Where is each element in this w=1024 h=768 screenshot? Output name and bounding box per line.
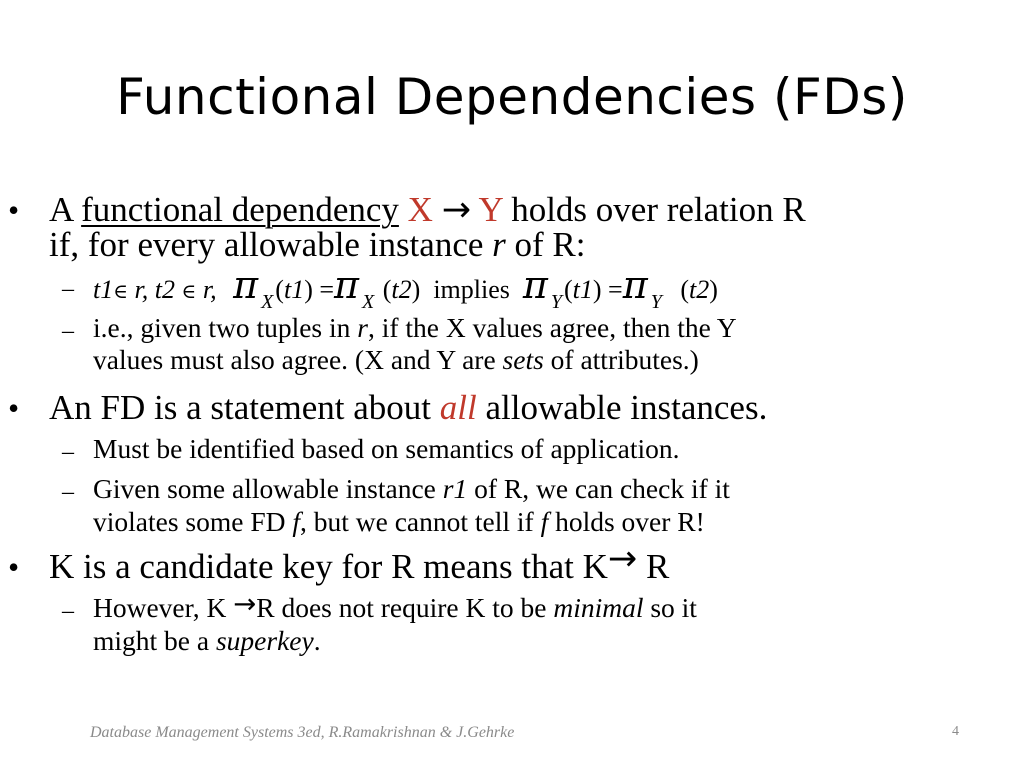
text: Given some allowable instance xyxy=(93,473,443,504)
slide-title: Functional Dependencies (FDs) xyxy=(116,68,908,126)
t1: t1 xyxy=(93,275,114,304)
bullet-1-line-1 xyxy=(49,191,806,229)
instance-r: r xyxy=(357,312,368,343)
text: ( xyxy=(382,275,392,304)
text: ) = xyxy=(304,275,335,304)
text: of attributes.) xyxy=(543,344,699,375)
t2: t2 xyxy=(154,275,176,304)
dash-marker: – xyxy=(62,598,74,624)
pi-icon: π xyxy=(233,263,259,307)
subscript-y: Y xyxy=(550,291,562,313)
bullet-2-sub-2-line-1 xyxy=(93,474,730,504)
text: A xyxy=(49,190,82,229)
emphasis-superkey: superkey xyxy=(215,625,314,656)
text: i.e., given two tuples in xyxy=(93,312,358,343)
t1: t1 xyxy=(572,275,593,304)
footer-citation: Database Management Systems 3ed, R.Ramakrishnan & J.Gehrke xyxy=(90,724,515,741)
bullet-2-line-1 xyxy=(49,389,767,427)
text: R xyxy=(637,547,670,586)
dash-marker: – xyxy=(62,479,74,505)
text: , if the X values agree, then the Y xyxy=(367,312,737,343)
text: . xyxy=(313,625,321,656)
pi-icon: π xyxy=(622,263,648,307)
text: might be a xyxy=(93,625,216,656)
dash-marker: – xyxy=(62,318,74,344)
text: K is a candidate key for R means that K xyxy=(49,547,608,586)
bullet-2-sub-2-line-2 xyxy=(93,507,705,537)
bullet-marker: • xyxy=(8,192,20,228)
subscript-x: X xyxy=(362,291,375,313)
text: , but we cannot tell if xyxy=(300,506,541,537)
subscript-x: X xyxy=(261,291,274,313)
text: r, xyxy=(128,275,155,304)
text: if, for every allowable instance xyxy=(49,225,493,264)
text: ( xyxy=(680,275,689,304)
text: holds over relation R xyxy=(502,190,806,229)
text: An FD is a statement about xyxy=(49,388,440,427)
text: R does not require K to be xyxy=(256,592,554,623)
text: holds over R! xyxy=(548,506,705,537)
bullet-1-line-2 xyxy=(49,226,586,264)
dash-marker: – xyxy=(62,439,74,465)
text: so it xyxy=(643,592,697,623)
fd-rhs-y: Y xyxy=(478,190,503,229)
bullet-1-sub-2-line-1 xyxy=(93,313,737,343)
instance-r: r xyxy=(492,225,506,264)
pi-icon: π xyxy=(522,263,548,307)
fd-lhs-x: X xyxy=(407,190,433,229)
emphasis-minimal: minimal xyxy=(553,592,644,623)
implies-text: implies xyxy=(420,275,523,304)
bullet-3-sub-1-line-2 xyxy=(93,626,321,656)
bullet-3-line-1 xyxy=(49,539,670,586)
text: allowable instances. xyxy=(476,388,768,427)
t1: t1 xyxy=(283,275,305,304)
emphasis-all: all xyxy=(439,388,477,427)
arrow-icon: → xyxy=(441,190,472,230)
bullet-2-sub-1: Must be identified based on semantics of application. xyxy=(93,433,680,464)
fd-f: f xyxy=(292,506,301,537)
subscript-y: Y xyxy=(650,291,662,313)
text: r, xyxy=(196,275,217,304)
bullet-marker: • xyxy=(8,549,20,585)
arrow-icon: → xyxy=(233,588,257,620)
arrow-icon: → xyxy=(607,539,638,579)
element-of-icon: ∈ xyxy=(113,281,129,303)
bullet-marker: • xyxy=(8,390,20,426)
t2: t2 xyxy=(689,275,710,304)
text: ) xyxy=(709,275,718,304)
text: ( xyxy=(275,275,284,304)
text: ) xyxy=(411,275,421,304)
text: However, K xyxy=(93,592,234,623)
t2: t2 xyxy=(391,275,412,304)
text: ) = xyxy=(592,275,623,304)
text: of R: xyxy=(505,225,586,264)
instance-r1: r1 xyxy=(442,473,468,504)
fd-definition-formula xyxy=(93,263,718,313)
bullet-3-sub-1-line-1 xyxy=(93,588,697,623)
text: of R, we can check if it xyxy=(467,473,730,504)
fd-f: f xyxy=(540,506,549,537)
text: values must also agree. (X and Y are xyxy=(93,344,503,375)
text: ( xyxy=(563,275,573,304)
emphasis-sets: sets xyxy=(502,344,544,375)
pi-icon: π xyxy=(334,263,360,307)
term-functional-dependency: functional dependency xyxy=(81,190,399,229)
element-of-icon: ∈ xyxy=(181,281,197,303)
text: violates some FD xyxy=(93,506,293,537)
page-number: 4 xyxy=(952,724,959,739)
dash-marker: – xyxy=(62,276,74,302)
bullet-1-sub-2-line-2 xyxy=(93,345,699,375)
